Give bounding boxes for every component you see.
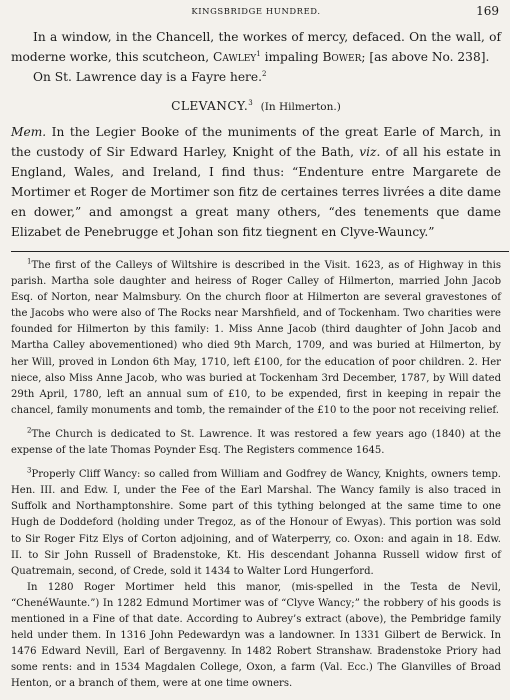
section-location: (In Hilmerton.): [260, 101, 341, 113]
mem-label: Mem.: [11, 125, 47, 139]
running-head: [11, 5, 501, 19]
footnote-3-continuation: In 1280 Roger Mortimer held this manor, (mis-spelled in the Testa de Nevil, “ChenéWaunte.”) In 1282 Edmund Mortimer was of “Clyve Wancy;” the robbery of his goods is mentioned in a Fine of that date. According to Aubrey’s extract (above), the Pembridge family held under them. In 1316 John Pedewardyn was a landowner. In 1331 Gilbert de Berwick. In 1476 Edward Nevill, Earl of Bergavenny. In 1482 Robert Stranshaw. Bradenstoke Priory had some rents: and in 1534 Magdalen College, Oxon, a farm (Val. Ecc.) The Glanvilles of Broad Henton, or a branch of them, were at one time owners.: [11, 581, 501, 690]
name-cawley: Cawley: [213, 50, 257, 64]
footnote-3: $^3$Properly Cliff Wancy: so called from William and Godfrey de Wancy, Knights, owners temp. Hen. III. and Edw. I, under the Fee of the Earl Marshal. The Wancy family is also traced in Suffolk and Northamptonshire. Some part of this tything belonged at the same time to one Hugh de Doddeford (holding under Tregoz, as of the Honour of Ewyas). This portion was sold to Sir Roger Fitz Elys of Corton adjoining, and of Waterperry, co. Oxon: and again in 18. Edw. II. to Sir John Russell of Bradenstoke, Kt. His descendant Johanna Russell widow first of Quatremain, second, of Crede, sold it 1434 to Walter Lord Hungerford.: [11, 466, 501, 577]
footnote-2: $^2$The Church is dedicated to St. Lawrence. It was restored a few years ago (1840) at the expense of the late Thomas Poynder Esq. The Registers commence 1645.: [11, 426, 501, 457]
footnote-1: $^1$The first of the Calleys of Wiltshire is described in the Visit. 1623, as of Highway in this parish. Martha sole daughter and heiress of Roger Calley of Hilmerton, married John Jacob Esq. of Norton, near Malmsbury. On the church floor at Hilmerton are several gravestones of the Jacobs who were also of The Rocks near Marshfield, and of Tockenham. Two charities were founded for Hilmerton by this family: 1. Miss Anne Jacob (third daughter of John Jacob and Martha Calley abovementioned) who died 9th March, 1709, and was buried at Hilmerton, by her Will, proved in London 6th May, 1710, left £100, for the education of poor children. 2. Her niece, also Miss Anne Jacob, who was buried at Tockenham 3rd December, 1787, by Will dated 29th April, 1780, left an annual sum of £10, to be expended, first in keeping in repair the chancel, family monuments and tomb, the remainder of the £10 to the poor not receiving relief.: [11, 257, 501, 416]
footnote-ref-1: 1: [256, 49, 261, 58]
section-heading: [11, 97, 501, 116]
name-bower: Bower: [322, 50, 362, 64]
footnote-ref-3: 3: [248, 98, 253, 107]
main-text: [11, 27, 501, 242]
paragraph-fayre: On St. Lawrence day is a Fayre here.$^2$: [33, 69, 267, 84]
footnotes: [11, 258, 501, 692]
paragraph-window: In a window, in the Chancell, the workes of mercy, defaced. On the wall, of moderne worke, this scutcheon, Cawley$^1$ impaling Bower; [as above No. 238].: [11, 30, 501, 64]
running-title: KINGSBRIDGE HUNDRED.: [191, 6, 321, 16]
section-title: CLEVANCY.: [171, 99, 249, 113]
footnote-rule: [11, 251, 509, 252]
footnote-ref-2: 2: [261, 69, 267, 78]
page-number: 169: [476, 4, 499, 18]
paragraph-memorandum: Mem. In the Legier Booke of the muniments of the great Earle of March, in the custody of Sir Edward Harley, Knight of the Bath, viz. of all his estate in England, Wales, and Ireland, I find thus: “Endenture entre Margarete de Mortimer et Roger de Mortimer son fitz de certaines terres livrées a dite dame en dower,” and amongst a great many others, “des tenements que dame Elizabet de Penebrugge et Johan son fitz tiegnent en Clyve-Wauncy.”: [11, 125, 501, 239]
